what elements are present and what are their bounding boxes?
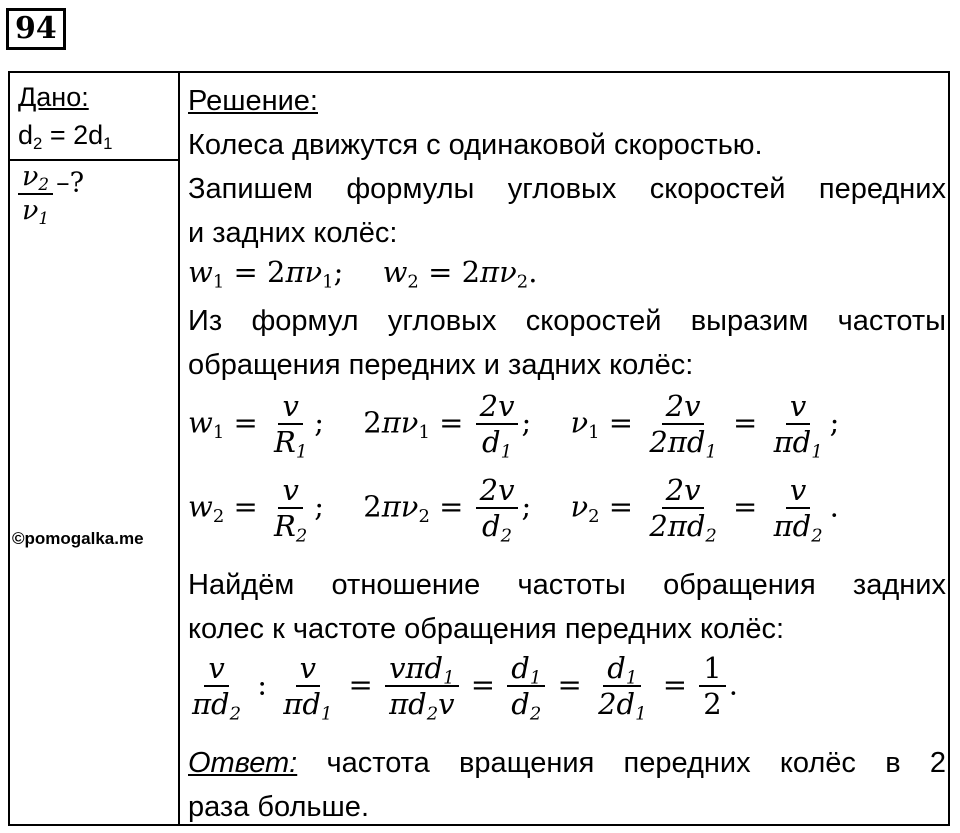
given-label-text: Дано: [18, 82, 89, 112]
solution-block-3 [188, 563, 946, 651]
answer-text: частота вращения передних колёс в 2 [297, 747, 946, 779]
answer-line-2: раза больше. [188, 791, 369, 823]
solution-heading: Решение: [188, 85, 318, 117]
solution-line-3: и задних колёс: [188, 217, 398, 249]
watermark: ©pomogalka.me [12, 529, 144, 548]
answer-label: Ответ: [188, 747, 298, 779]
solution-table [8, 71, 950, 826]
solution-line-6: обращения передних и задних колёс: [188, 349, 694, 381]
solution-line-1: Колеса движутся с одинаковой скоростью. [188, 129, 763, 161]
answer-line [188, 741, 946, 785]
solution-block-2 [188, 299, 946, 387]
find-question: –? [56, 167, 85, 199]
column-divider [178, 73, 180, 824]
solution-line-10: колес к частоте обращения передних колёс: [188, 613, 785, 645]
problem-number: 94 [6, 8, 66, 50]
given-condition: $d_2 = 2d_1$ [18, 120, 113, 154]
find-ratio [18, 161, 85, 229]
solution-line-9: Найдём отношение частоты обращения задних [188, 569, 946, 601]
equation-row-1: $w_1$ = $\frac{v}{R_1}$ ; $2\pi\nu_1$ = $\frac{2v}{d_1}$ ; $\nu_1$ = $\frac{2v}{2\pi d_1}$ = $\frac{v}{\pi d_1}$ ; [188, 389, 840, 463]
equation-angular-speeds: $w_1 = 2\pi\nu_1$; $w_2 = 2\pi\nu_2$. [188, 255, 538, 293]
equation-row-2: $w_2$ = $\frac{v}{R_2}$ ; $2\pi\nu_2$ = $\frac{2v}{d_2}$ ; $\nu_2$ = $\frac{2v}{2\pi d_2}$ = $\frac{v}{\pi d_2}$ . [188, 473, 839, 547]
answer-block [188, 741, 946, 829]
solution-line-5: Из формул угловых скоростей выразим частоты [188, 305, 946, 337]
given-label [18, 79, 89, 115]
solution-line-2: Запишем формулы угловых скоростей передних [188, 173, 946, 205]
solution-block [188, 79, 946, 255]
equation-ratio: $\frac{v}{\pi d_2}$ : $\frac{v}{\pi d_1}$ = $\frac{v\pi d_1}{\pi d_2v}$ = $\frac{d_1}{d_2}$ = $\frac{d_1}{2d_1}$ = $\frac{1}{2}$ . [192, 651, 738, 725]
find-fraction: $\frac{\nu_2}{\nu_1}$ [18, 163, 53, 226]
